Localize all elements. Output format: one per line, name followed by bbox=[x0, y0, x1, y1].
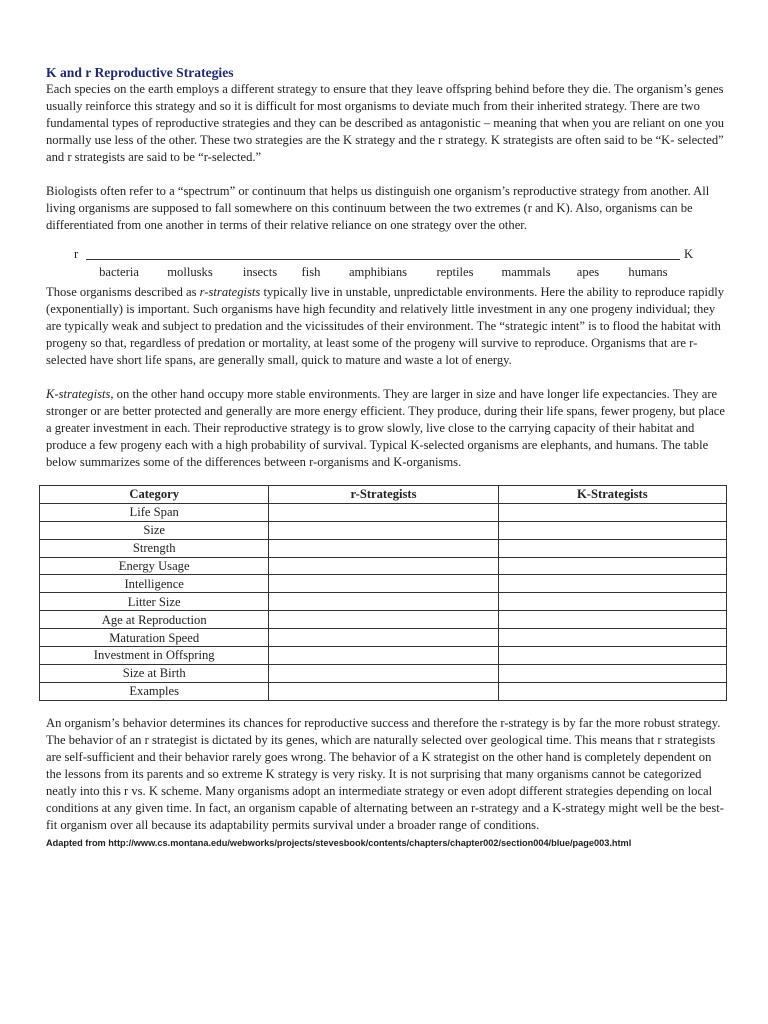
table-row bbox=[40, 611, 727, 629]
category-cell: Age at Reproduction bbox=[40, 611, 269, 629]
r-k-spectrum bbox=[46, 246, 726, 284]
category-cell: Maturation Speed bbox=[40, 629, 269, 647]
k-strategist-cell[interactable] bbox=[498, 664, 726, 682]
header-k-strategists: K-Strategists bbox=[498, 486, 726, 504]
header-category: Category bbox=[40, 486, 269, 504]
spectrum-label: amphibians bbox=[348, 265, 408, 279]
r-strategist-cell[interactable] bbox=[269, 557, 498, 575]
document-title: K and r Reproductive Strategies bbox=[46, 65, 234, 80]
k-strategist-cell[interactable] bbox=[498, 611, 726, 629]
category-cell: Intelligence bbox=[40, 575, 269, 593]
table-row bbox=[40, 664, 727, 682]
r-strategists-paragraph: Those organisms described as r-strategists typically live in unstable, unpredictable environments. Here the ability to reproduce rapidly (exponentially) is important. Such organisms have high fecundity and relatively little investment in any one progeny individual; they are typically weak and subject to predation and the vicissitudes of their environment. The “strategic intent” is to flood the habitat with progeny so that, regardless of predation or mortality, at least some of the progeny will survive to reproduce. Organisms that are r-selected have short life spans, are generally small, quick to mature and waste a lot of energy. bbox=[46, 285, 725, 367]
category-cell: Size at Birth bbox=[40, 664, 269, 682]
table-row bbox=[40, 682, 727, 700]
r-strategist-cell[interactable] bbox=[269, 503, 498, 521]
k-strategist-cell[interactable] bbox=[498, 629, 726, 647]
r-strategist-cell[interactable] bbox=[269, 647, 498, 665]
table-row bbox=[40, 503, 727, 521]
k-strategist-cell[interactable] bbox=[498, 593, 726, 611]
source-citation: Adapted from http://www.cs.montana.edu/webworks/projects/stevesbook/contents/chapters/chapter002/section004/blue/page003.html bbox=[46, 837, 632, 848]
spectrum-k-end: K bbox=[684, 247, 694, 261]
behavior-paragraph: An organism’s behavior determines its chances for reproductive success and therefore the r-strategy is by far the more robust strategy. The behavior of an r strategist is dictated by its genes, which are naturally selected over geological time. This means that r strategists are self-sufficient and their behavior rarely goes wrong. The behavior of a K strategist on the other hand is completely dependent on the lessons from its parents and so extreme K strategy is very risky. It is not surprising that many organisms cannot be categorized neatly into this r vs. K scheme. Many organisms adopt an intermediate strategy or even adopt different strategies depending on local conditions at any given time. In fact, an organism capable of alternating between an r-strategy and a K-strategy might well be the best-fit organism over all because its adaptability permits survival under a broader range of conditions. bbox=[46, 715, 724, 832]
r-strategist-cell[interactable] bbox=[269, 629, 498, 647]
category-cell: Life Span bbox=[40, 503, 269, 521]
table-row bbox=[40, 629, 727, 647]
category-cell: Size bbox=[40, 521, 269, 539]
r-strategist-cell[interactable] bbox=[269, 575, 498, 593]
k-strategists-term: K-strategists, bbox=[46, 387, 114, 401]
r-strategists-term: r-strategists bbox=[199, 285, 261, 299]
spectrum-label: apes bbox=[576, 265, 600, 279]
table-header-row bbox=[40, 486, 727, 504]
spectrum-label: reptiles bbox=[436, 265, 474, 279]
category-cell: Strength bbox=[40, 539, 269, 557]
k-strategist-cell[interactable] bbox=[498, 647, 726, 665]
comparison-table bbox=[39, 485, 727, 701]
r-strategist-cell[interactable] bbox=[269, 664, 498, 682]
spectrum-label: mollusks bbox=[167, 265, 213, 279]
spectrum-label: humans bbox=[628, 265, 668, 279]
category-cell: Investment in Offspring bbox=[40, 647, 269, 665]
k-strategist-cell[interactable] bbox=[498, 682, 726, 700]
header-r-strategists: r-Strategists bbox=[269, 486, 498, 504]
table-row bbox=[40, 593, 727, 611]
table-row bbox=[40, 647, 727, 665]
r-strategist-cell[interactable] bbox=[269, 521, 498, 539]
table-row bbox=[40, 575, 727, 593]
table-row bbox=[40, 521, 727, 539]
category-cell: Examples bbox=[40, 682, 269, 700]
intro-paragraph: Each species on the earth employs a different strategy to ensure that they leave offspring behind before they die. The organism’s genes usually reinforce this strategy and so it is difficult for most organisms to deviate much from their inherited strategy. There are two fundamental types of reproductive strategies and they can be described as antagonistic – meaning that when you are reliant on one you normally use less of the other. These two strategies are the K strategy and the r strategy. K strategists are often said to be “K- selected” and r strategists are said to be “r-selected.” bbox=[46, 82, 725, 164]
spectrum-line bbox=[86, 259, 680, 260]
document-page bbox=[46, 64, 726, 852]
spectrum-label: insects bbox=[242, 265, 278, 279]
r-strategist-cell[interactable] bbox=[269, 593, 498, 611]
spectrum-label: bacteria bbox=[99, 265, 139, 279]
r-strategist-cell[interactable] bbox=[269, 539, 498, 557]
spectrum-r-end: r bbox=[74, 247, 79, 261]
spectrum-label: fish bbox=[301, 265, 321, 279]
k-strategist-cell[interactable] bbox=[498, 539, 726, 557]
spectrum-label: mammals bbox=[501, 265, 551, 279]
spectrum-paragraph: Biologists often refer to a “spectrum” or continuum that helps us distinguish one organism’s reproductive strategy from another. All living organisms are supposed to fall somewhere on this continuum between the two extremes (r and K). Also, organisms can be differentiated from one another in terms of their relative reliance on one strategy over the other. bbox=[46, 184, 710, 232]
k-strategist-cell[interactable] bbox=[498, 575, 726, 593]
table-row bbox=[40, 539, 727, 557]
r-strategist-cell[interactable] bbox=[269, 611, 498, 629]
table-row bbox=[40, 557, 727, 575]
category-cell: Energy Usage bbox=[40, 557, 269, 575]
r-strategist-cell[interactable] bbox=[269, 682, 498, 700]
category-cell: Litter Size bbox=[40, 593, 269, 611]
k-strategists-paragraph: K-strategists, on the other hand occupy more stable environments. They are larger in size and have longer life expectancies. They are stronger or are better protected and generally are more energy efficient. They produce, during their life spans, fewer progeny, but place a greater investment in each. Their reproductive strategy is to grow slowly, live close to the carrying capacity of their habitat and produce a few progeny each with a high probability of survival. Typical K-selected organisms are elephants, and humans. The table below summarizes some of the differences between r-organisms and K-organisms. bbox=[46, 387, 725, 469]
k-strategist-cell[interactable] bbox=[498, 503, 726, 521]
k-strategist-cell[interactable] bbox=[498, 521, 726, 539]
k-strategist-cell[interactable] bbox=[498, 557, 726, 575]
